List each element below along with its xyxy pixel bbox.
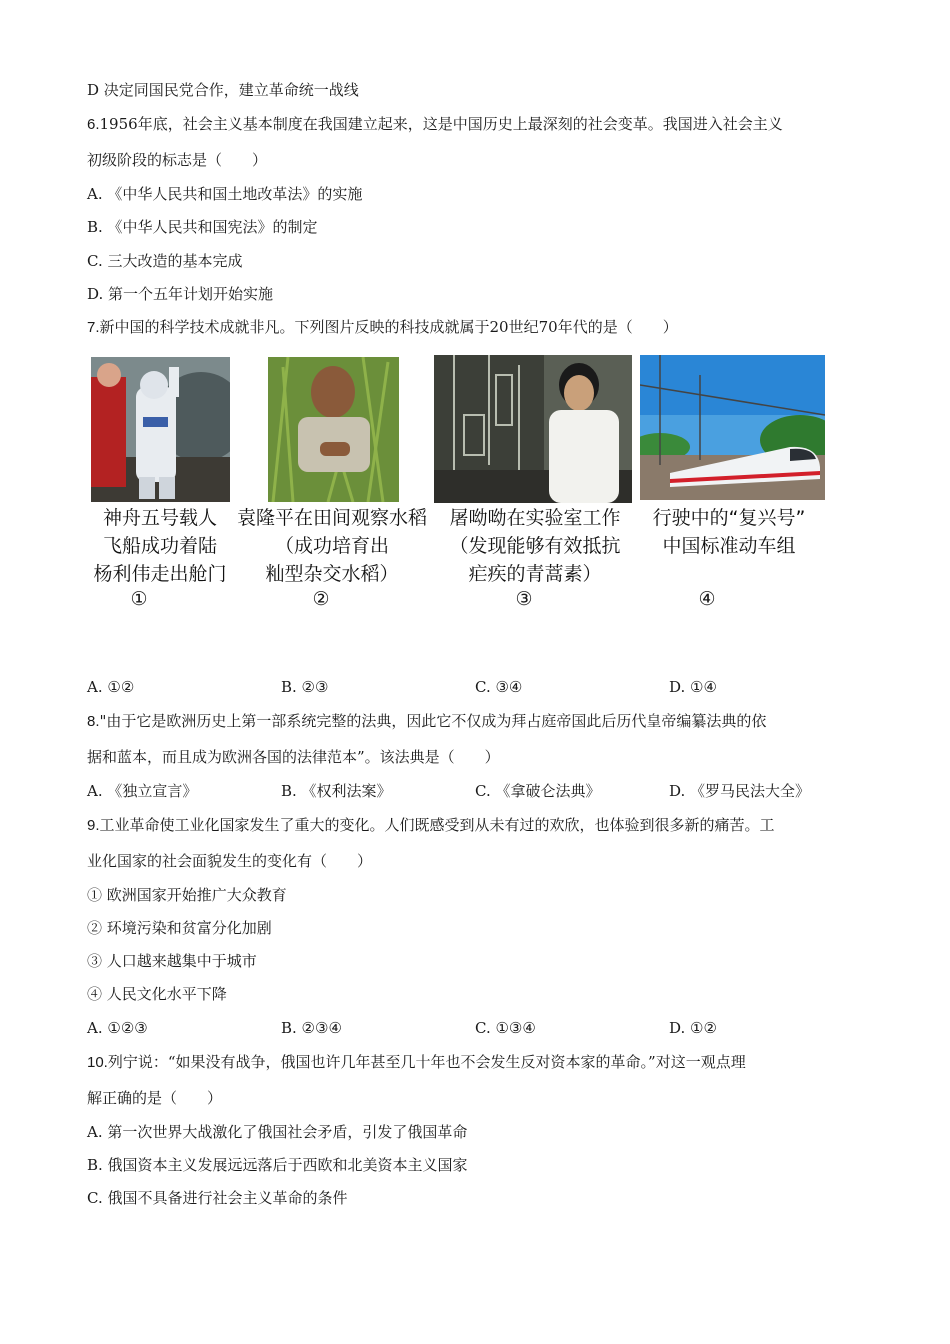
q8-number: 8. — [87, 713, 100, 730]
picture-3-caption-line1: 屠呦呦在实验室工作 — [449, 507, 621, 529]
picture-4-caption-line1: 行驶中的“复兴号” — [652, 507, 806, 529]
q9-stem-line1 — [87, 815, 775, 836]
q6-stem-text: 1956年底，社会主义基本制度在我国建立起来，这是中国历史上最深刻的社会变革。我国进入社会主义 — [99, 115, 783, 133]
q7-number: 7. — [87, 319, 100, 336]
q8-stem-line2: 据和蓝本，而且成为欧洲各国的法律范本”。该法典是（ ） — [87, 748, 500, 766]
picture-1-caption-line1: 神舟五号载人 — [102, 507, 217, 529]
picture-2-caption-line1: 袁隆平在田间观察水稻 — [236, 507, 427, 529]
picture-2-caption — [232, 504, 432, 588]
q9-stem-text: 工业革命使工业化国家发生了重大的变化。人们既感受到从未有过的欢欣，也体验到很多新的痛苦。工 — [99, 816, 775, 834]
q10-stem-line1 — [87, 1052, 746, 1073]
q9-option-c: C. ①③④ — [475, 1019, 536, 1037]
q7-option-b: B. ②③ — [281, 678, 329, 696]
q6-option-d: D. 第一个五年计划开始实施 — [87, 285, 274, 303]
picture-4-caption-line2: 中国标准动车组 — [662, 535, 796, 557]
q6-option-b: B. 《中华人民共和国宪法》的制定 — [87, 218, 318, 236]
picture-3-caption-line2: （发现能够有效抵抗 — [449, 535, 621, 557]
picture-2-caption-line3: 籼型杂交水稻） — [265, 563, 399, 585]
q8-option-b: B. 《权利法案》 — [281, 782, 392, 800]
q8-option-d: D. 《罗马民法大全》 — [669, 782, 811, 800]
picture-1-caption-line3: 杨利伟走出舱门 — [93, 563, 227, 585]
picture-3-caption — [440, 504, 630, 588]
q8-stem-text: "由于它是欧洲历史上第一部系统完整的法典，因此它不仅成为拜占庭帝国此后历代皇帝编纂法典的依 — [99, 712, 767, 730]
q9-statement-1: ① 欧洲国家开始推广大众教育 — [87, 886, 287, 904]
picture-4-mark: ④ — [698, 588, 716, 610]
q8-option-a: A. 《独立宣言》 — [87, 782, 198, 800]
q9-number: 9. — [87, 817, 100, 834]
q9-stem-line2: 业化国家的社会面貌发生的变化有（ ） — [87, 852, 373, 870]
q6-number: 6. — [87, 116, 100, 133]
train-photo — [640, 355, 825, 500]
q6-stem-line1 — [87, 114, 783, 135]
q9-statement-2: ② 环境污染和贫富分化加剧 — [87, 919, 272, 937]
picture-1-mark: ① — [130, 588, 148, 610]
q9-option-b: B. ②③④ — [281, 1019, 342, 1037]
q7-stem — [87, 317, 678, 338]
picture-1-caption — [90, 504, 230, 588]
q10-number: 10. — [87, 1054, 108, 1071]
q6-option-c: C. 三大改造的基本完成 — [87, 252, 243, 270]
q10-stem-line2: 解正确的是（ ） — [87, 1089, 223, 1107]
rice-field-photo — [268, 357, 399, 502]
q9-option-d: D. ①② — [669, 1019, 717, 1037]
q10-stem-text: 列宁说：“如果没有战争，俄国也许几年甚至几十年也不会发生反对资本家的革命。”对这一观点理 — [107, 1053, 746, 1071]
picture-2-mark: ② — [312, 588, 330, 610]
q9-option-a: A. ①②③ — [87, 1019, 148, 1037]
q8-option-c: C. 《拿破仑法典》 — [475, 782, 601, 800]
q9-statement-4: ④ 人民文化水平下降 — [87, 985, 227, 1003]
astronaut-photo — [91, 357, 230, 502]
q6-stem-line2: 初级阶段的标志是（ ） — [87, 151, 268, 169]
picture-3-mark: ③ — [515, 588, 533, 610]
q5-option-d: D 决定同国民党合作，建立革命统一战线 — [87, 81, 359, 99]
q8-stem-line1 — [87, 711, 766, 732]
q10-option-a: A. 第一次世界大战激化了俄国社会矛盾，引发了俄国革命 — [87, 1123, 468, 1141]
picture-2-caption-line2: （成功培育出 — [274, 535, 389, 557]
q10-option-c: C. 俄国不具备进行社会主义革命的条件 — [87, 1189, 348, 1207]
picture-3-caption-line3: 疟疾的青蒿素） — [468, 563, 602, 585]
laboratory-photo — [434, 355, 632, 503]
q6-option-a: A. 《中华人民共和国土地改革法》的实施 — [87, 185, 363, 203]
q7-option-a: A. ①② — [87, 678, 135, 696]
q7-stem-text: 新中国的科学技术成就非凡。下列图片反映的科技成就属于20世纪70年代的是（ ） — [99, 318, 678, 336]
q10-option-b: B. 俄国资本主义发展远远落后于西欧和北美资本主义国家 — [87, 1156, 468, 1174]
q7-option-d: D. ①④ — [669, 678, 717, 696]
q7-option-c: C. ③④ — [475, 678, 523, 696]
picture-1-caption-line2: 飞船成功着陆 — [102, 535, 217, 557]
picture-4-caption — [634, 504, 824, 560]
q9-statement-3: ③ 人口越来越集中于城市 — [87, 952, 257, 970]
